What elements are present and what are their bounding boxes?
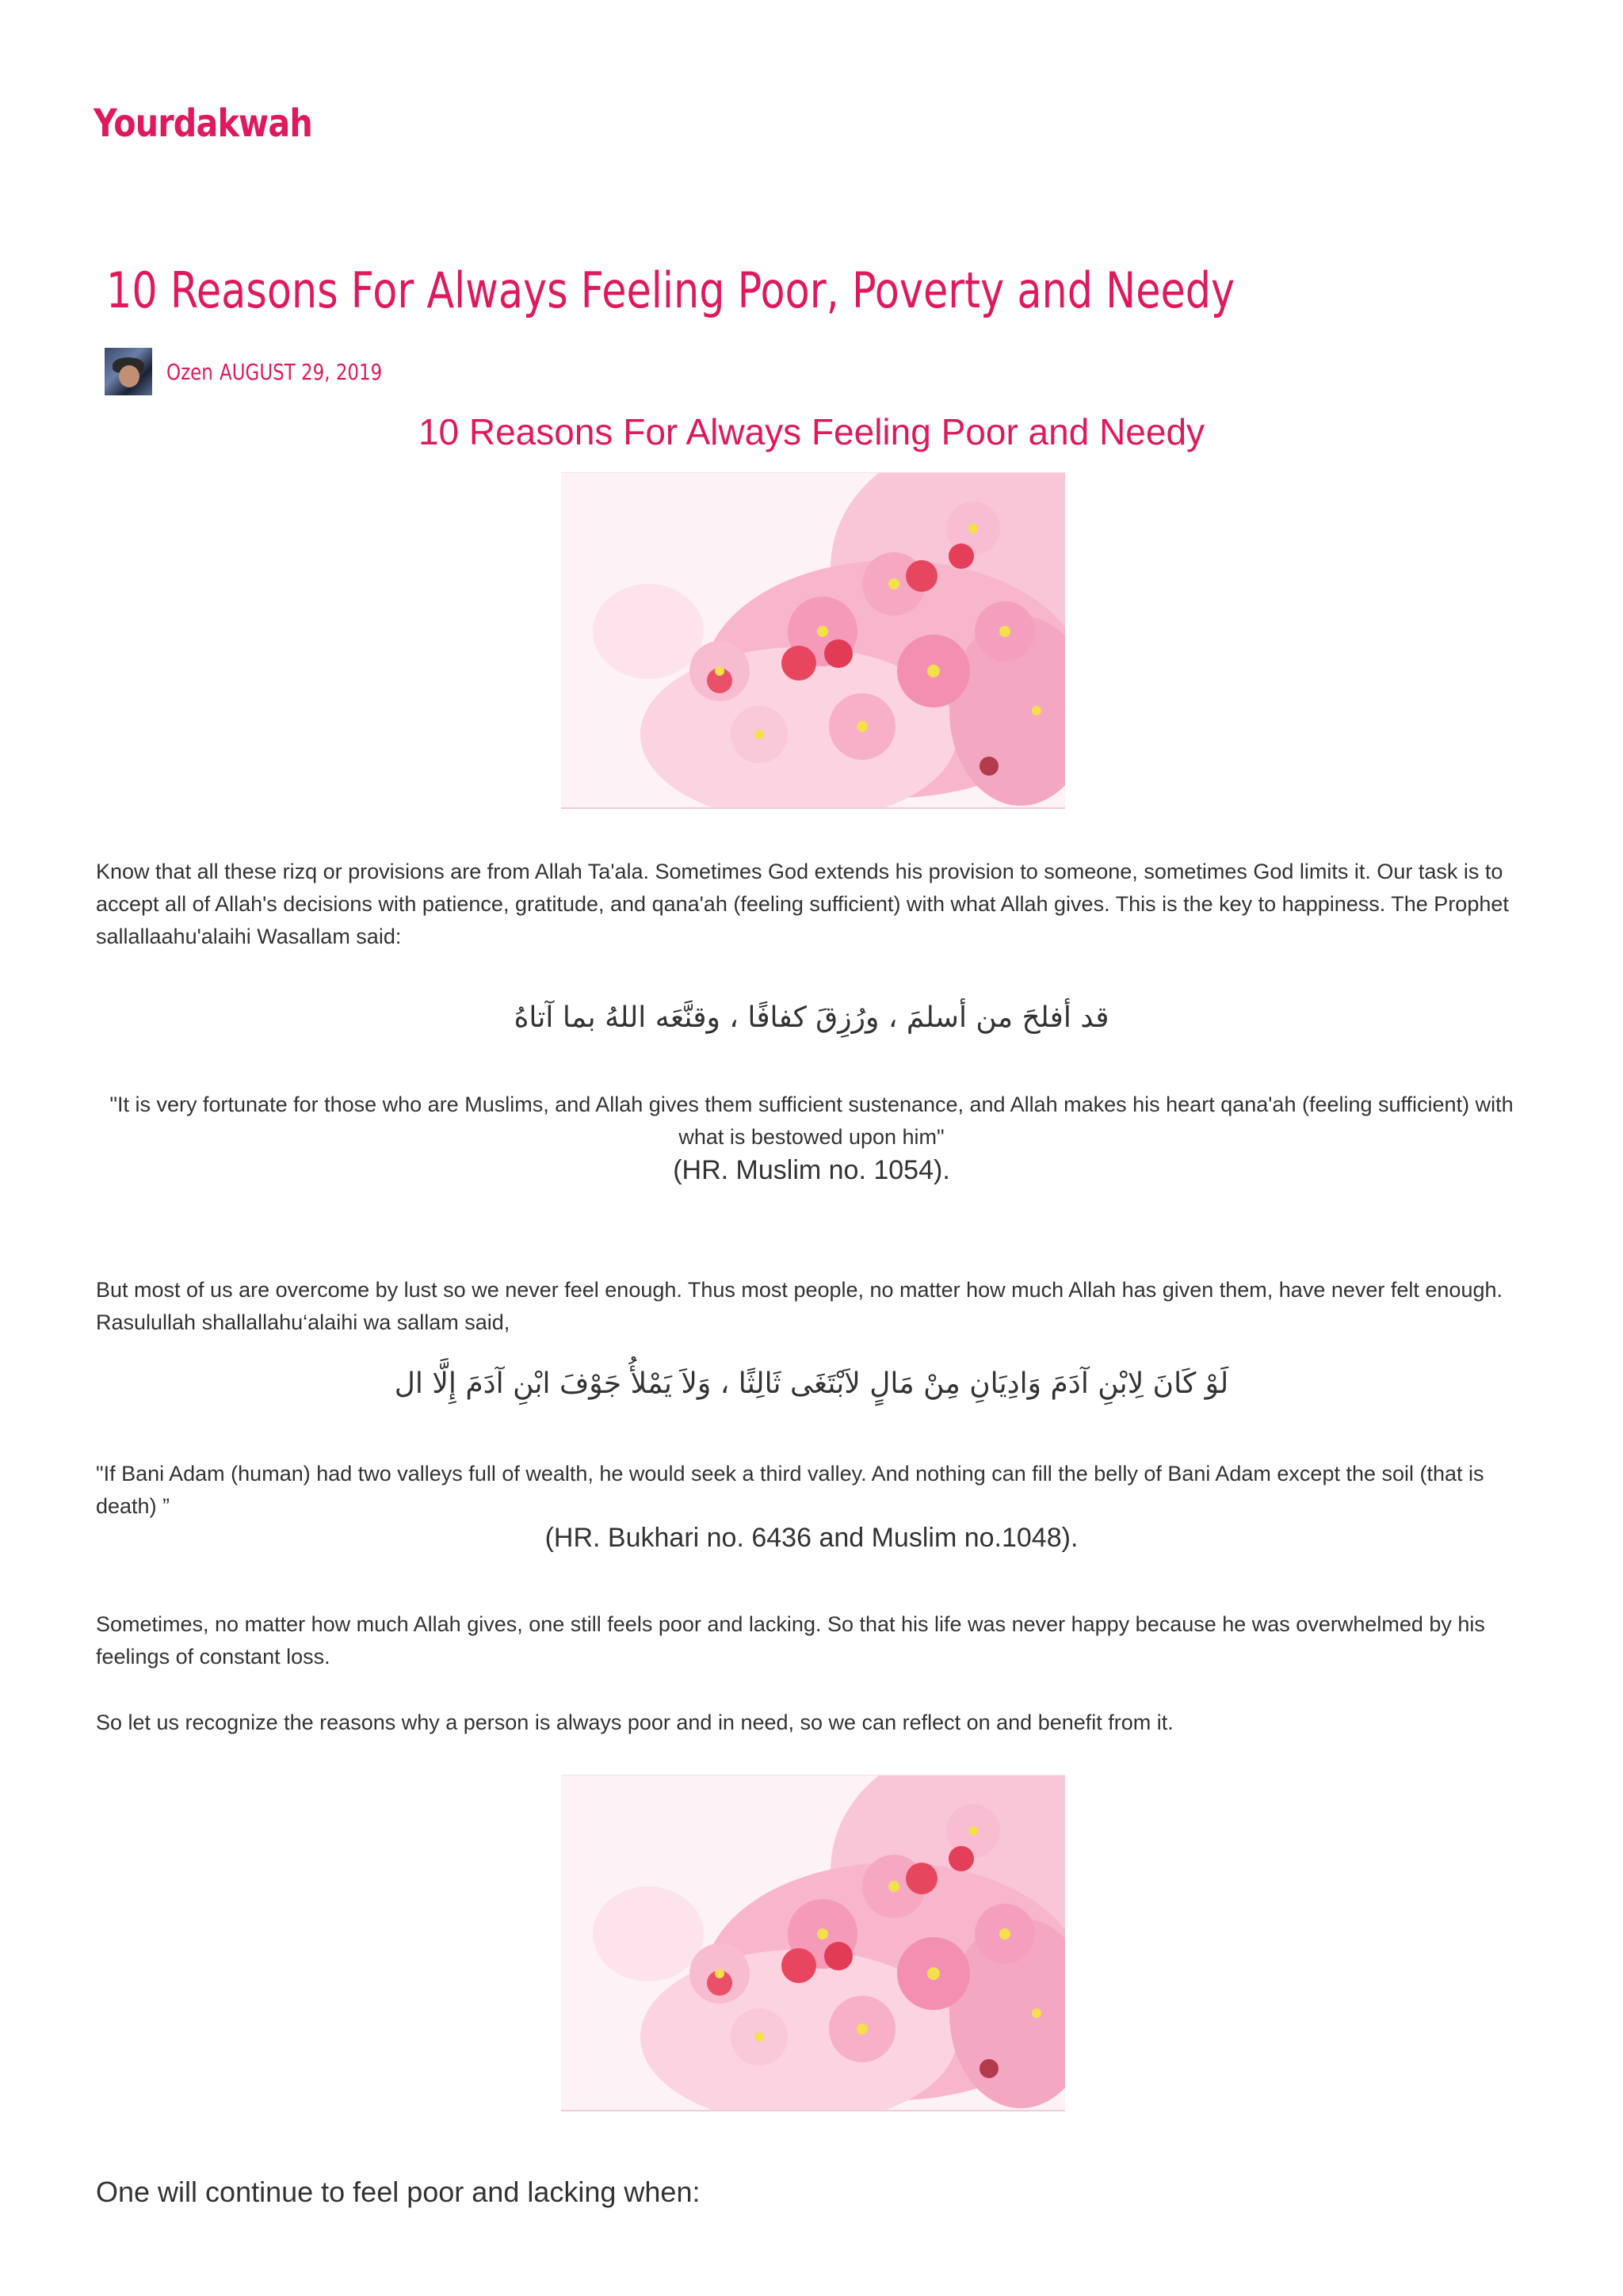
author-name[interactable]: Ozen — [166, 358, 213, 385]
paragraph-4: Sometimes, no matter how much Allah gives, one still feels poor and lacking. So that his life was never happy because he was overwhelmed by his feelings of constant loss. — [96, 1612, 1485, 1669]
paragraph-3: "If Bani Adam (human) had two valleys full of wealth, he would seek a third valley. And nothing can fill the belly of Bani Adam except the soil (that is death) ” — [96, 1462, 1484, 1518]
section-heading: One will continue to feel poor and lacking when: — [96, 2176, 701, 2208]
hadith-translation-1: "It is very fortunate for those who are Muslims, and Allah gives them sufficient sustenance, and Allah makes his heart qana'ah (feeling sufficient) with what is bestowed upon him" — [109, 1093, 1514, 1149]
arabic-hadith-2: لَوْ كَانَ لِابْنِ آدَمَ وَادِيَانِ مِنْ مَالٍ لاَبْتَغَى ثَالِثًا ، وَلاَ يَمْلأُ جَوْفَ ابْنِ آدَمَ إِلَّا ال — [394, 1367, 1229, 1400]
site-brand[interactable]: Yourdakwah — [94, 101, 312, 146]
article-subtitle: 10 Reasons For Always Feeling Poor and Needy — [418, 411, 1205, 452]
hadith-reference-1: (HR. Muslim no. 1054). — [673, 1155, 950, 1185]
paragraph-5: So let us recognize the reasons why a person is always poor and in need, so we can reflect on and benefit from it. — [96, 1711, 1174, 1734]
post-meta — [105, 347, 430, 396]
cherry-blossom-image — [561, 472, 1065, 809]
cherry-blossom-image-2 — [561, 1775, 1065, 2111]
paragraph-2: But most of us are overcome by lust so we never feel enough. Thus most people, no matter how much Allah has given them, have never felt enough. Rasulullah shallallahu‘alaihi wa sallam said, — [96, 1278, 1503, 1334]
arabic-hadith-1: قد أفلحَ من أسلمَ ، ورُزِقَ كفافًا ، وقنَّعَه اللهُ بما آتاهُ — [514, 1001, 1109, 1034]
post-date[interactable]: AUGUST 29, 2019 — [220, 358, 383, 385]
intro-paragraph: Know that all these rizq or provisions are from Allah Ta'ala. Sometimes God extends his provision to someone, sometimes God limits it. Our task is to accept all of Allah's decisions with patience, gratitude, and qana'ah (feeling sufficient) with what Allah gives. This is the key to happiness. The Prophet sallallaahu'alaihi Wasallam said: — [96, 860, 1509, 948]
author-avatar[interactable] — [105, 348, 152, 395]
hadith-reference-2: (HR. Bukhari no. 6436 and Muslim no.1048). — [544, 1523, 1079, 1553]
post-title: 10 Reasons For Always Feeling Poor, Poverty and Needy — [106, 261, 1235, 319]
